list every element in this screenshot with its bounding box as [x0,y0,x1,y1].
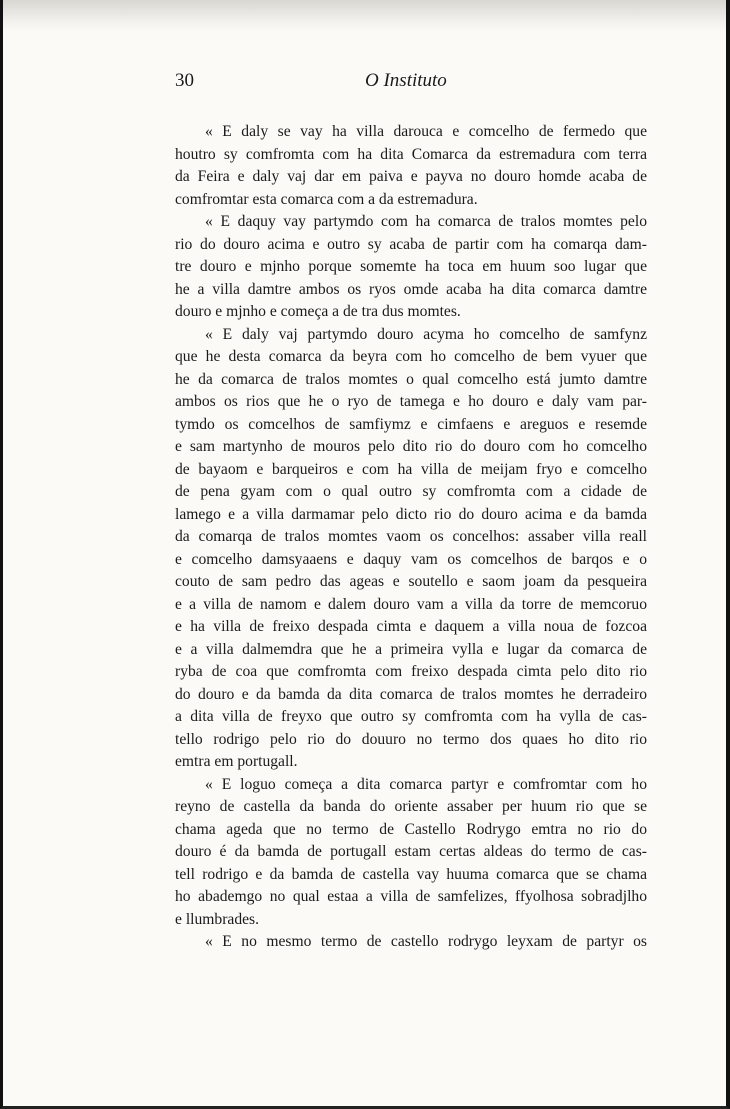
paragraph [175,211,647,324]
text-line: « E daly se vay ha villa darouca e comcelho de fermedo que [205,123,647,140]
text-line: que he desta comarca da beyra com ho comcelho de bem vyuer que [175,348,647,365]
text-line: a dita villa de freyxo que outro sy comfromta com ha vylla de cas- [175,708,647,725]
text-line: « E daquy vay partymdo com ha comarca de tralos momtes pelo [205,213,647,230]
text-line: tello rodrigo pelo rio do douuro no termo dos quaes ho dito rio [175,730,647,748]
running-title: O Instituto [365,70,447,91]
text-line: ambos os rios que he o ryo de tamega e ho douro e daly vam par- [175,393,647,410]
text-line: emtra em portugall. [175,753,298,770]
scan-top-shadow [3,0,726,32]
text-line: lamego e a villa darmamar pelo dicto rio do douro acima e da bamda [175,505,647,523]
paragraph [175,931,647,954]
text-line: e ha villa de freixo despada cimta e daquem a villa noua de fozcoa [175,618,647,635]
text-line: reyno de castella da banda do oriente assaber per huum rio que se [175,798,647,815]
text-line: he a villa damtre ambos os ryos omde acaba ha dita comarca damtre [175,280,647,298]
text-line: rio do douro acima e outro sy acaba de partir com ha comarqa dam- [175,235,647,253]
text-line: houtro sy comfromta com ha dita Comarca da estremadura com terra [175,145,647,163]
text-line: couto de sam pedro das ageas e soutello e saom joam da pesqueira [175,573,647,590]
paragraph [175,121,647,211]
text-line: « E daly vaj partymdo douro acyma ho comcelho de samfynz [205,325,647,343]
text-line: ryba de coa que comfromta com freixo despada cimta pelo dito rio [175,663,647,680]
text-line: e comcelho damsyaaens e daquy vam os comcelhos de barqos e o [175,550,647,568]
text-line: chama ageda que no termo de Castello Rodrygo emtra no rio do [175,820,647,838]
text-line: de bayaom e barqueiros e com ha villa de meijam fryo e comcelho [175,460,647,478]
text-line: douro e mjnho e começa a de tra dus momtes. [175,303,461,320]
text-line: e a villa dalmemdra que he a primeira vylla e lugar da comarca de [175,640,647,658]
text-line: douro é da bamda de portugall estam certas aldeas do termo de cas- [175,843,647,860]
text-line: da comarqa de tralos momtes vaom os concelhos: assaber villa reall [175,528,647,545]
text-line: comfromtar esta comarca com a da estremadura. [175,190,478,208]
text-line: do douro e da bamda da dita comarca de tralos momtes he derradeiro [175,685,647,703]
text-line: ho abademgo no qual estaa a villa de samfelizes, ffyolhosa sobradjlho [175,888,647,905]
text-line: he da comarca de tralos momtes o qual comcelho está jumto damtre [175,370,647,388]
page-header [175,70,647,98]
text-line: e a villa de namom e dalem douro vam a villa da torre de memcoruo [175,595,647,613]
text-line: e sam martynho de mouros pelo dito rio do douro com ho comcelho [175,438,647,455]
page-number: 30 [175,70,194,91]
text-line: da Feira e daly vaj dar em paiva e payva no douro homde acaba de [175,168,647,185]
paragraph [175,324,647,774]
text-line: tymdo os comcelhos de samfiymz e cimfaens e areguos e resemde [175,415,647,433]
text-line: tre douro e mjnho porque somemte ha toca em huum soo lugar que [175,258,647,275]
text-line: « E loguo começa a dita comarca partyr e comfromtar com ho [205,775,647,793]
text-line: tell rodrigo e da bamda de castella vay huuma comarca que se chama [175,865,647,883]
text-line: de pena gyam com o qual outro sy comfromta com a cidade de [175,483,647,500]
text-line: « E no mesmo termo de castello rodrygo leyxam de partyr os [205,933,647,950]
paragraph [175,774,647,932]
body-text [175,121,647,954]
text-line: e llumbrades. [175,910,260,928]
